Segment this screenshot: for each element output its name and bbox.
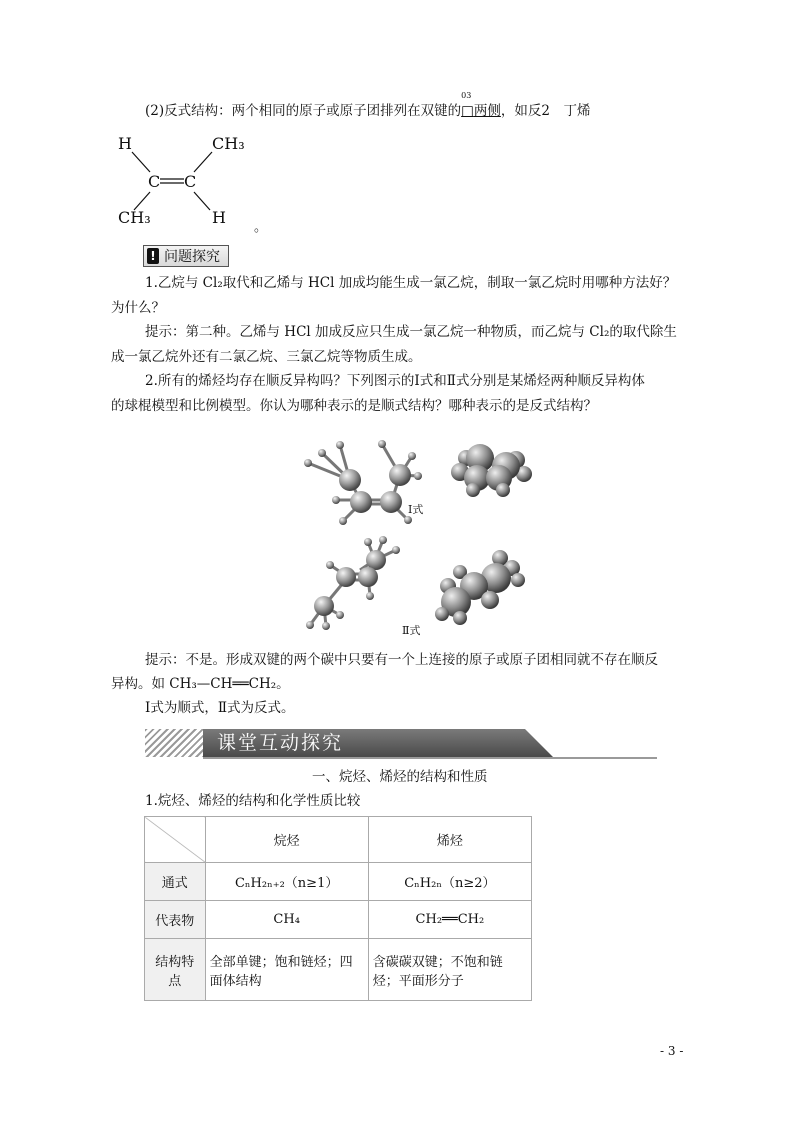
table-header-row (145, 817, 532, 863)
formula-h-bottom: H (212, 208, 226, 227)
hint-2-line1: 提示：不是。形成双键的两个碳中只要有一个上连接的原子或原子团相同就不存在顺反 (145, 652, 658, 668)
formula-c-right: C (184, 172, 197, 191)
cell-alkane-formula: CₙH₂ₙ₊₂（n≥1） (205, 863, 368, 901)
table-corner-cell (145, 817, 206, 863)
trans-structure-definition (145, 91, 591, 121)
question-2-line2: 的球棍模型和比例模型。你认为哪种表示的是顺式结构？哪种表示的是反式结构？ (111, 398, 597, 414)
blank-text: 两侧 (473, 103, 501, 119)
formula-ch3-top: CH₃ (212, 134, 245, 153)
molecular-models-figure (290, 420, 540, 640)
exclamation-icon: ! (147, 248, 159, 264)
formula-ch3-bottom: CH₃ (118, 208, 151, 227)
table-row (145, 901, 532, 939)
trans-butene-structural-formula (112, 132, 272, 235)
row-label-representative: 代表物 (145, 901, 206, 939)
page-number: - 3 - (660, 1044, 684, 1058)
section-subtitle: 1.烷烃、烯烃的结构和化学性质比较 (145, 793, 361, 809)
hint-1-line2: 成一氯乙烷外还有二氯乙烷、三氯乙烷等物质生成。 (111, 349, 422, 365)
row-label-structure: 结构特点 (145, 939, 206, 1001)
hint-2-line3: Ⅰ式为顺式，Ⅱ式为反式。 (145, 700, 295, 716)
question-2-line1: 2.所有的烯烃均存在顺反异构吗？下列图示的Ⅰ式和Ⅱ式分别是某烯烃两种顺反异构体 (145, 373, 645, 389)
blank-answer: 03 □两侧 (461, 91, 501, 119)
blank-mark: 03 (461, 91, 472, 100)
formula-h-top: H (118, 134, 132, 153)
cell-alkane-representative: CH₄ (205, 901, 368, 939)
question-explore-tag (143, 245, 229, 267)
row-label-general-formula: 通式 (145, 863, 206, 901)
hint-2-line2: 异构。如 CH₃—CH══CH₂。 (111, 676, 290, 692)
banner-hatch (145, 729, 203, 757)
alkane-alkene-comparison-table (144, 816, 532, 1001)
def-post: ，如反2 丁烯 (500, 103, 591, 119)
question-1-line2: 为什么？ (111, 300, 165, 316)
form-1-space-filling-model (451, 444, 532, 497)
cell-alkene-structure: 含碳碳双键；不饱和链烃；平面形分子 (368, 939, 531, 1001)
table-row (145, 863, 532, 901)
column-header-alkane: 烷烃 (205, 817, 368, 863)
column-header-alkene: 烯烃 (368, 817, 531, 863)
question-explore-label: 问题探究 (164, 249, 220, 265)
hint-1-line1: 提示：第二种。乙烯与 HCl 加成反应只生成一氯乙烷一种物质，而乙烷与 Cl₂的取代除生 (145, 324, 677, 340)
formula-bonds (112, 132, 272, 232)
cell-alkene-formula: CₙH₂ₙ（n≥2） (368, 863, 531, 901)
formula-c-left: C (148, 172, 161, 191)
section-title: 一、烷烃、烯烃的结构和性质 (312, 769, 488, 785)
def-pre: (2)反式结构：两个相同的原子或原子团排列在双键的 (145, 103, 462, 119)
form-1-atoms (304, 440, 422, 525)
formula-period: 。 (254, 220, 268, 235)
form-2-label: Ⅱ式 (402, 624, 421, 637)
banner-title: 课堂互动探究 (217, 732, 344, 754)
question-1-line1: 1.乙烷与 Cl₂取代和乙烯与 HCl 加成均能生成一氯乙烷，制取一氯乙烷时用哪种方法好？ (145, 275, 677, 291)
banner-rule (203, 757, 657, 759)
classroom-interaction-banner (145, 729, 657, 759)
cell-alkene-representative: CH₂══CH₂ (368, 901, 531, 939)
form-2-atoms (306, 536, 400, 630)
form-1-label: Ⅰ式 (408, 503, 424, 516)
table-row (145, 939, 532, 1001)
form-2-space-filling-model (435, 550, 525, 625)
cell-alkane-structure: 全部单键；饱和链烃；四面体结构 (205, 939, 368, 1001)
